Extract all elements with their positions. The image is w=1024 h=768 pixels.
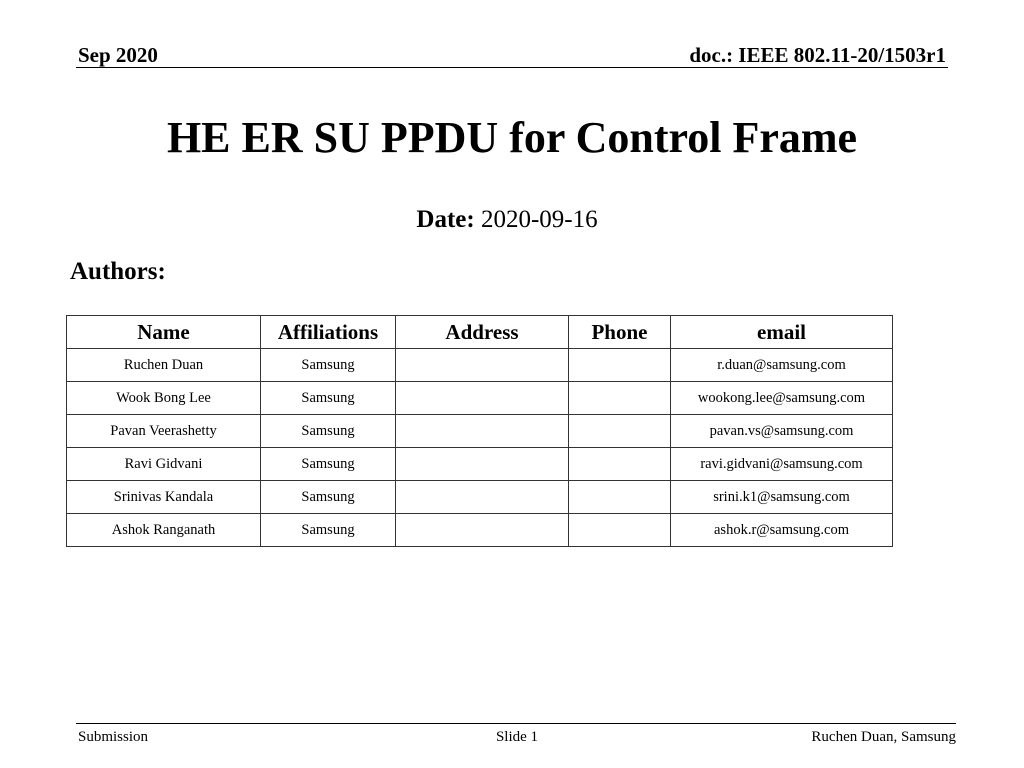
header-doc-id: doc.: IEEE 802.11-20/1503r1 [689, 43, 946, 67]
author-phone [569, 382, 671, 415]
footer-author: Ruchen Duan, Samsung [811, 729, 956, 745]
table-row [67, 481, 893, 514]
author-phone [569, 349, 671, 382]
author-address [396, 481, 569, 514]
author-phone [569, 514, 671, 547]
table-header-row [67, 316, 893, 349]
table-row [67, 415, 893, 448]
header-date: Sep 2020 [78, 43, 158, 67]
column-header-affiliations: Affiliations [261, 316, 396, 349]
author-affiliation: Samsung [261, 415, 396, 448]
author-email: pavan.vs@samsung.com [671, 415, 893, 448]
author-email: ashok.r@samsung.com [671, 514, 893, 547]
author-address [396, 382, 569, 415]
column-header-address: Address [396, 316, 569, 349]
author-phone [569, 415, 671, 448]
author-address [396, 448, 569, 481]
table-row [67, 349, 893, 382]
author-name: Srinivas Kandala [67, 481, 261, 514]
author-name: Ravi Gidvani [67, 448, 261, 481]
author-affiliation: Samsung [261, 349, 396, 382]
table-row [67, 514, 893, 547]
author-name: Wook Bong Lee [67, 382, 261, 415]
author-affiliation: Samsung [261, 448, 396, 481]
author-address [396, 514, 569, 547]
footer-slide-number: Slide 1 [495, 729, 539, 745]
date-label: Date: [416, 206, 475, 233]
table-row [67, 448, 893, 481]
slide-title: HE ER SU PPDU for Control Frame [166, 113, 858, 162]
footer-divider [76, 723, 956, 724]
author-address [396, 415, 569, 448]
author-email: ravi.gidvani@samsung.com [671, 448, 893, 481]
author-phone [569, 481, 671, 514]
footer-submission: Submission [78, 729, 149, 745]
author-email: r.duan@samsung.com [671, 349, 893, 382]
author-name: Pavan Veerashetty [67, 415, 261, 448]
author-address [396, 349, 569, 382]
author-affiliation: Samsung [261, 481, 396, 514]
author-affiliation: Samsung [261, 382, 396, 415]
table-row [67, 382, 893, 415]
column-header-name: Name [67, 316, 261, 349]
header-divider [76, 67, 948, 68]
author-affiliation: Samsung [261, 514, 396, 547]
author-phone [569, 448, 671, 481]
author-email: srini.k1@samsung.com [671, 481, 893, 514]
date-value: 2020-09-16 [474, 206, 598, 233]
author-email: wookong.lee@samsung.com [671, 382, 893, 415]
authors-heading: Authors: [70, 258, 166, 285]
date-line [0, 204, 1014, 236]
author-name: Ruchen Duan [67, 349, 261, 382]
author-name: Ashok Ranganath [67, 514, 261, 547]
authors-table [66, 315, 893, 547]
column-header-phone: Phone [569, 316, 671, 349]
column-header-email: email [671, 316, 893, 349]
